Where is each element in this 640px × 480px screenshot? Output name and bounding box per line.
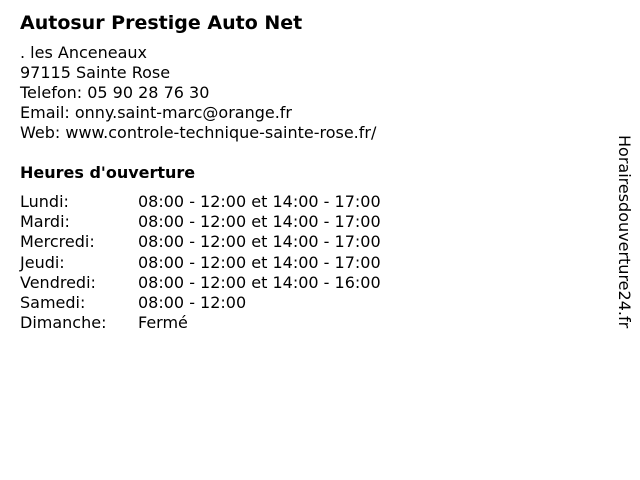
address-street: . les Anceneaux: [20, 43, 148, 62]
website-line: Web: www.controle-technique-sainte-rose.fr/: [20, 123, 377, 142]
day-hours: 08:00 - 12:00 et 14:00 - 16:00: [138, 272, 381, 292]
hours-row-sunday: [20, 313, 580, 333]
phone-line: Telefon: 05 90 28 76 30: [20, 83, 210, 102]
day-hours: 08:00 - 12:00 et 14:00 - 17:00: [138, 232, 381, 252]
day-label: Dimanche:: [20, 313, 107, 333]
day-hours: 08:00 - 12:00 et 14:00 - 17:00: [138, 252, 381, 272]
hours-row-thursday: [20, 253, 580, 273]
hours-row-wednesday: [20, 232, 580, 252]
day-hours: Fermé: [138, 313, 188, 333]
day-label: Samedi:: [20, 293, 86, 313]
day-label: Mardi:: [20, 212, 70, 232]
email-line: Email: onny.saint-marc@orange.fr: [20, 103, 293, 122]
day-hours: 08:00 - 12:00 et 14:00 - 17:00: [138, 212, 381, 232]
hours-row-tuesday: [20, 212, 580, 232]
day-hours: 08:00 - 12:00 et 14:00 - 17:00: [138, 192, 381, 211]
hours-row-monday: [20, 192, 580, 212]
day-label: Jeudi:: [20, 252, 65, 272]
hours-row-saturday: [20, 293, 580, 313]
day-label: Vendredi:: [20, 272, 96, 292]
day-hours: 08:00 - 12:00: [138, 293, 247, 313]
business-card: [20, 11, 580, 333]
day-label: Mercredi:: [20, 232, 95, 252]
opening-hours-heading: Heures d'ouverture: [20, 163, 196, 182]
site-watermark: Horairesdouverture24.fr: [615, 135, 634, 329]
day-label: Lundi:: [20, 192, 69, 211]
address-city: 97115 Sainte Rose: [20, 63, 171, 82]
hours-row-friday: [20, 273, 580, 293]
business-name: Autosur Prestige Auto Net: [20, 12, 303, 34]
